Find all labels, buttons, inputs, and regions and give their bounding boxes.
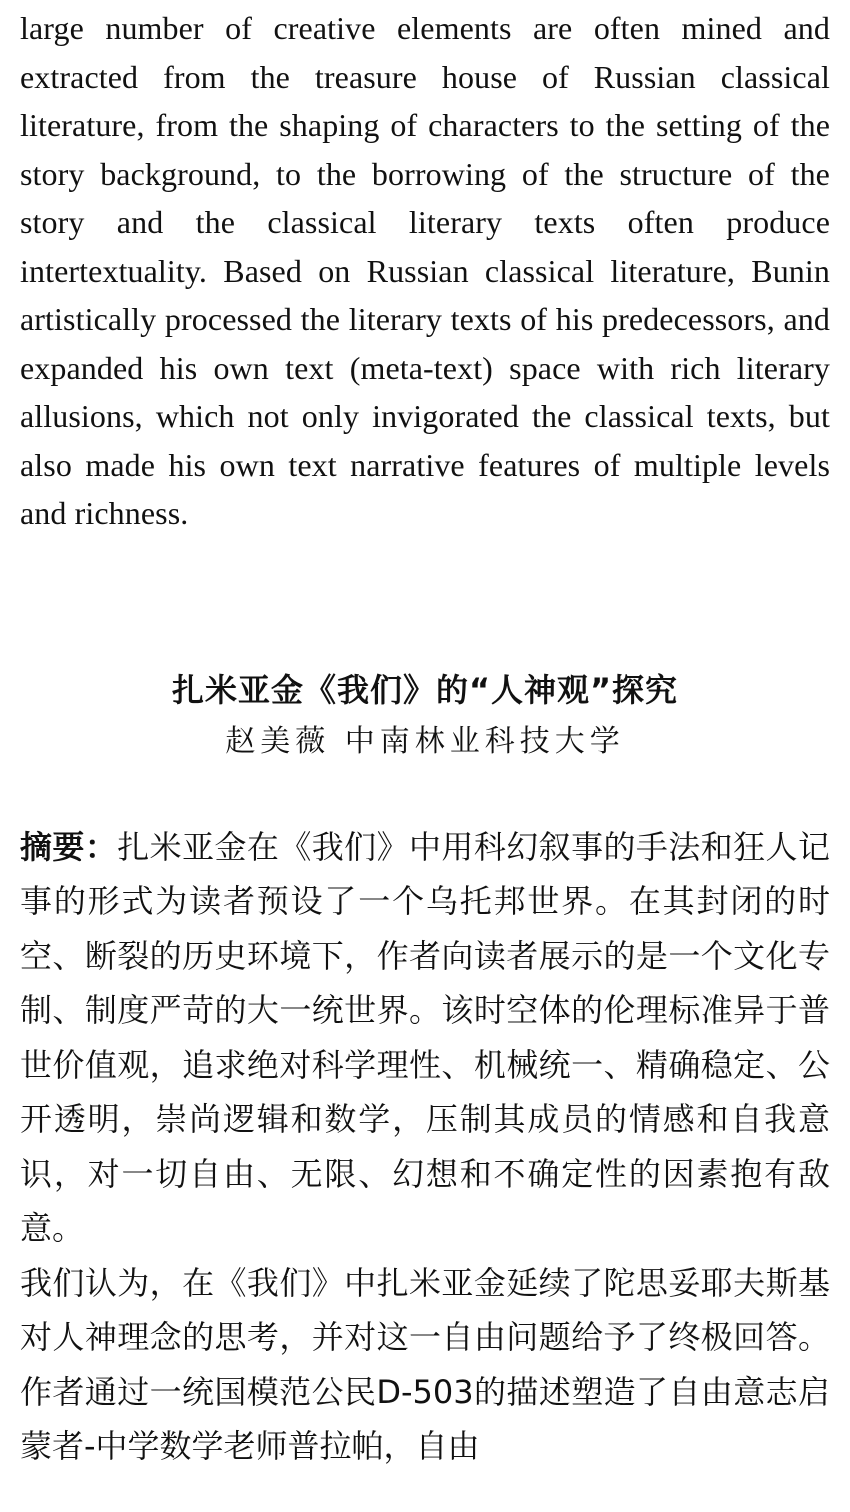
abstract-section	[20, 820, 830, 1474]
article-title: 扎米亚金《我们》的“人神观”探究	[171, 670, 679, 709]
abstract-label: 摘要：	[20, 827, 118, 866]
abstract-paragraph-1-text: 扎米亚金在《我们》中用科幻叙事的手法和狂人记事的形式为读者预设了一个乌托邦世界。在其封闭的时空、断裂的历史环境下，作者向读者展示的是一个文化专制、制度严苛的大一统世界。该时空体的伦理标准异于普世价值观，追求绝对科学理性、机械统一、精确稳定、公开透明，崇尚逻辑和数学，压制其成员的情感和自我意识，对一切自由、无限、幻想和不确定性的因素抱有敌意。	[20, 827, 830, 1247]
abstract-paragraph-2: 我们认为，在《我们》中扎米亚金延续了陀思妥耶夫斯基对人神理念的思考，并对这一自由问题给予了终极回答。作者通过一统国模范公民D-503的描述塑造了自由意志启蒙者-中学数学老师普拉帕，自由	[20, 1263, 830, 1465]
article-author: 赵美薇 中南林业科技大学	[225, 723, 625, 759]
english-abstract-paragraph: large number of creative elements are often mined and extracted from the treasure house of Russian classical literature, from the shaping of characters to the setting of the story background, to the borrowing of the structure of the story and the classical literary texts often produce intertextuality. Based on Russian classical literature, Bunin artistically processed the literary texts of his predecessors, and expanded his own text (meta-text) space with rich literary allusions, which not only invigorated the classical texts, but also made his own text narrative features of multiple levels and richness.	[20, 10, 830, 531]
abstract-paragraph-1	[20, 820, 830, 1256]
article-header	[20, 666, 830, 764]
document-page	[20, 0, 830, 1474]
